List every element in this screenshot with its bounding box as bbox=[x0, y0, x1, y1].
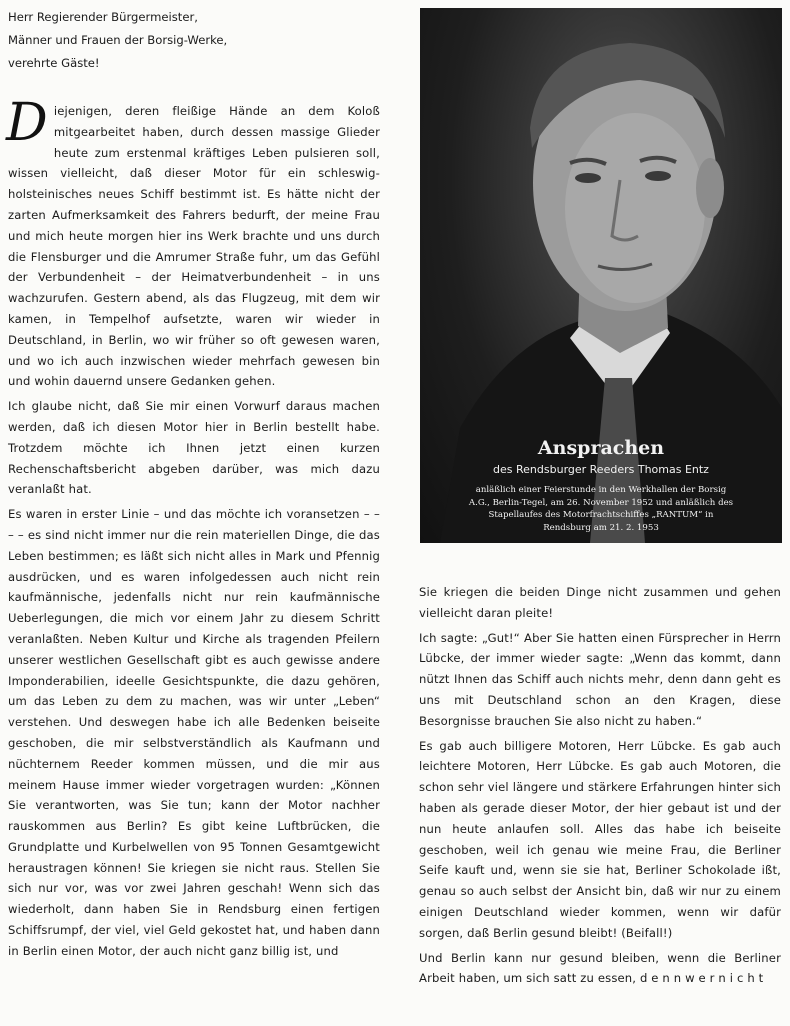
drop-cap: D bbox=[6, 93, 48, 153]
left-column bbox=[8, 6, 380, 966]
paragraph: Ich sagte: „Gut!“ Aber Sie hatten einen Fürsprecher in Herrn Lübcke, der immer wieder sagte: „Wenn das kommt, dann nützt Ihnen das Schiff auch nichts mehr, denn dann geht es uns mit Deutschland schon an den Kragen, diese Besorgnisse brauchen Sie also nicht zu haben.“ bbox=[419, 630, 781, 728]
paragraph bbox=[6, 93, 380, 392]
paragraph-text: iejenigen, deren fleißige Hände an dem Koloß mitgearbeitet haben, durch dessen massige Glieder heute zum erstenmal kräftiges Leben pulsieren soll, wissen vielleicht, daß dieser Motor für ein schleswig-holsteinisches neues Schiff bestimmt ist. Es hätte nicht der zarten Aufmerksamkeit des Fahrers bedurft, der meine Frau und mich heute morgen hier ins Werk brachte und uns durch die Flensburger und die Amrumer Straße fuhr, um das Gefühl der Verbundenheit – der Heimatverbundenheit – in uns wachzurufen. Gestern abend, als das Flugzeug, mit dem wir kamen, in Tempelhof aufsetzte, waren wir wieder in Deutschland, in Berlin, wo wir früher so oft gewesen waren, und wo ich auch inzwischen wieder mehrfach gewesen bin und wohin dauernd unsere Gedanken gehen. bbox=[8, 104, 380, 389]
salutation-line: verehrte Gäste! bbox=[8, 56, 100, 70]
salutation-line: Männer und Frauen der Borsig-Werke, bbox=[8, 33, 228, 47]
paragraph: Ich glaube nicht, daß Sie mir einen Vorwurf daraus machen werden, daß ich diesen Motor hier in Berlin bestellt habe. Trotzdem möchte ich Ihnen jetzt einen kurzen Rechenschaftsbericht abgeben darüber, was mich dazu veranlaßt hat. bbox=[8, 399, 380, 497]
caption-subtitle: des Rendsburger Reeders Thomas Entz bbox=[493, 463, 709, 476]
speech-text-left bbox=[6, 93, 380, 962]
caption-detail: anläßlich einer Feierstunde in den Werkhallen der Borsig A.G., Berlin-Tegel, am 26. November 1952 und anläßlich des Stapellaufes des Motorfrachtschiffes „RANTUM“ in Rendsburg am 21. 2. 1953 bbox=[468, 485, 734, 533]
paragraph: Es gab auch billigere Motoren, Herr Lübcke. Es gab auch leichtere Motoren, Herr Lübcke. Es gab auch Motoren, die schon sehr viel längere und stärkere Erfahrungen hinter sich haben als gerade dieser Motor, der hier gebaut ist und der nun heute anlaufen soll. Alles das habe ich beiseite geschoben, weil ich genau wie meine Frau, die Berliner Seife kauft und, wenn sie sie hat, Berliner Schokolade ißt, genau so auch selbst der Ansicht bin, daß wir nur zu einem einigen Deutschland wieder kommen, wenn wir dafür sorgen, daß Berlin gesund bleibt! (Beifall!) bbox=[419, 738, 781, 940]
photo-caption bbox=[420, 436, 782, 534]
caption-title: Ansprachen bbox=[537, 437, 665, 459]
speech-text-right bbox=[419, 582, 781, 989]
paragraph: Sie kriegen die beiden Dinge nicht zusammen und gehen vielleicht daran pleite! bbox=[419, 585, 781, 620]
paragraph: Und Berlin kann nur gesund bleiben, wenn die Berliner Arbeit haben, um sich satt zu essen, d e n n w e r n i c h t bbox=[419, 950, 781, 986]
salutation bbox=[8, 6, 380, 75]
salutation-line: Herr Regierender Bürgermeister, bbox=[8, 10, 198, 24]
right-column bbox=[419, 582, 781, 993]
portrait-photo bbox=[420, 8, 782, 543]
paragraph: Es waren in erster Linie – und das möchte ich voransetzen – – – – es sind nicht immer nur die rein materiellen Dinge, die das Leben bestimmen; es läßt sich nicht alles in Mark und Pfennig ausdrücken, und es waren infolgedessen auch nicht rein kaufmännische, jedenfalls nicht nur rein kaufmännische Ueberlegungen, die mich vor einem Jahr zu diesem Schritt veranlaßten. Neben Kultur und Kirche als tragenden Pfeilern unserer westlichen Gesellschaft gibt es auch gewisse andere Imponderabilien, ideelle Gesichtspunkte, die dazu gehören, um das Leben zu dem zu machen, was wir unter „Leben“ verstehen. Und deswegen habe ich alle Bedenken beiseite geschoben, die mir selbstverständlich als Kaufmann und nüchternem Reeder kommen müssen, und die mir aus meinem Hause immer wieder vorgetragen wurden: „Können Sie verantworten, was Sie tun; kann der Motor nachher rauskommen aus Berlin? Es gibt keine Luftbrücken, die Grundplatte und Kurbelwellen von 95 Tonnen Gesamtgewicht heraustragen können! Sie kriegen sie nicht raus. Stellen Sie sich nur vor, was vor zwei Jahren geschah! Wenn sich das wiederholt, dann haben Sie in Rendsburg einen fertigen Schiffsrumpf, der viel, viel Geld gekostet hat, und haben dann in Berlin einen Motor, der auch nicht ganz billig ist, und bbox=[8, 507, 380, 958]
